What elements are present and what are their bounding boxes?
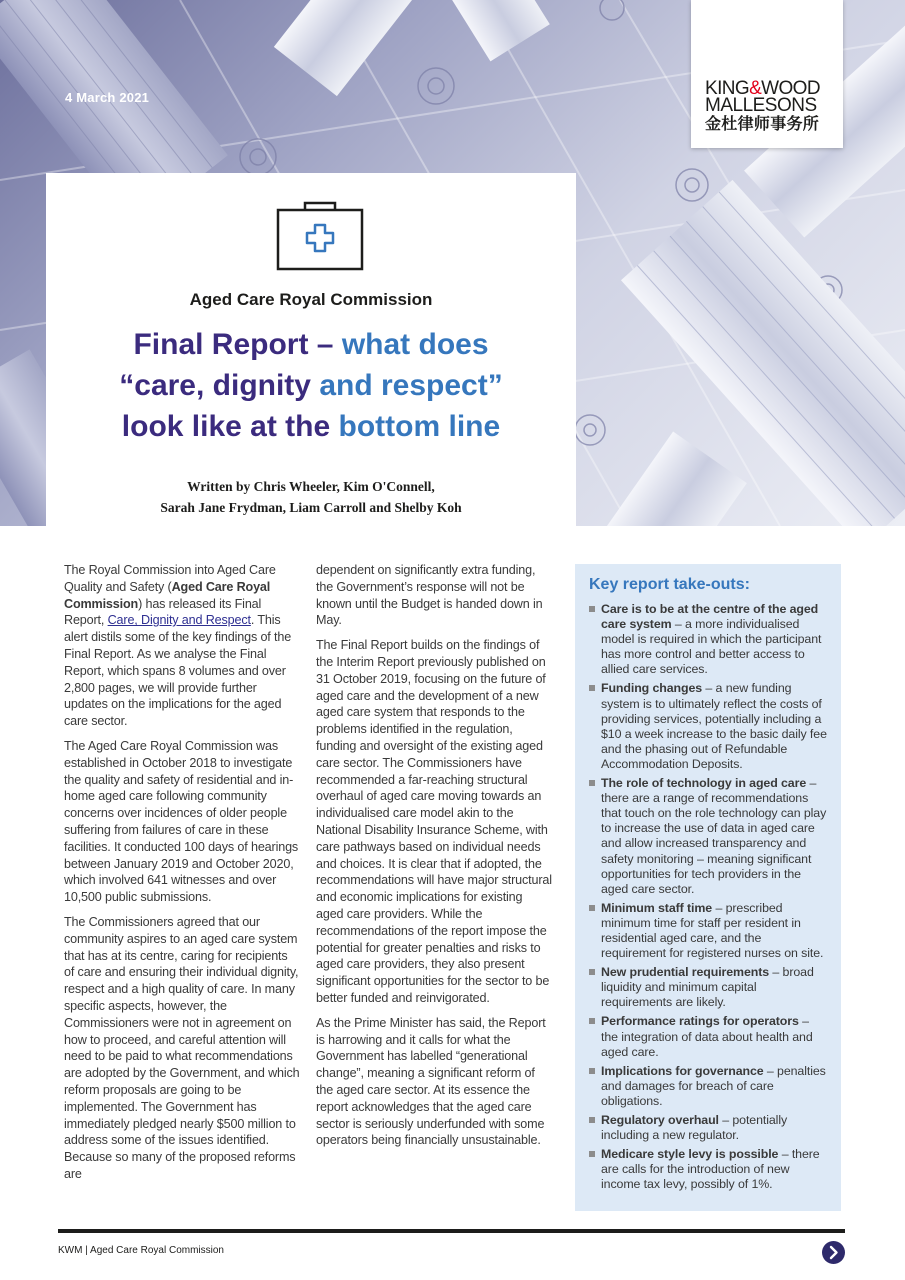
square-bullet-icon [589, 685, 595, 691]
item-text: – penalties and damages for breach of care obligations. [601, 1063, 826, 1108]
square-bullet-icon [589, 1018, 595, 1024]
paragraph-prime-minister: As the Prime Minister has said, the Report is harrowing and it calls for what the Government has labelled “generational change”, meaning a significant reform of the aged care sector. At its essence the report acknowledges that the aged care sector is seriously underfunded with some operators being financially unsustainable. [316, 1015, 546, 1148]
list-item [589, 901, 829, 961]
paragraph-final-report: The Final Report builds on the findings of the Interim Report previously published on 31 October 2019, focusing on the future of aged care and the development of a new aged care system that responds to the problems identified in the regulation, funding and oversight of the existing aged care sector. The Commissioners have recommended a far-reaching structural overhaul of aged care moving towards an individualised care model akin to the National Disability Insurance Scheme, with care pathways based on individual needs and choices. It is clear that if adopted, the recommendations will have major structural and economic implications for existing aged care providers. While the recommendations of the report impose the potential for greater penalties and risks to aged care providers, they also present significant opportunities for the sector to be better funded and reinvigorated. [316, 638, 552, 1005]
list-item [589, 965, 829, 1010]
title-part: “care, dignity [119, 369, 320, 402]
item-text: – prescribed minimum time for staff per resident in residential aged care, and the requirement for registered nurses on site. [601, 900, 824, 961]
publication-date: 4 March 2021 [65, 90, 150, 105]
title-part: look like at the [121, 410, 339, 443]
item-heading: Performance ratings for operators [601, 1014, 799, 1029]
hero-banner [0, 0, 905, 526]
logo-line-3: 金杜律师事务所 [705, 116, 820, 133]
list-item [589, 1064, 829, 1109]
list-item [589, 776, 829, 897]
square-bullet-icon [589, 606, 595, 612]
page-title [46, 324, 576, 447]
paragraph-commissioners: The Commissioners agreed that our community aspires to an aged care system that has at its centre, caring for recipients of care and ensuring their individual dignity, respect and a high quality of care. In many specific aspects, however, the Commissioners were not in agreement on how to proceed, and careful attention will need to be paid to what recommendations are adopted by the Government, and which reform proposals are going to be implemented. The Government has immediately pledged nearly $500 million to address some of the issues identified. Because so many of the proposed reforms are [64, 914, 300, 1181]
list-item [589, 602, 829, 677]
square-bullet-icon [589, 1151, 595, 1157]
report-kicker: Aged Care Royal Commission [189, 290, 433, 309]
logo-ampersand: & [749, 78, 762, 99]
key-takeouts-list [589, 602, 829, 1196]
body-column-1 [64, 562, 300, 1191]
title-part: and respect” [319, 369, 503, 402]
logo-line-2: MALLESONS [705, 95, 817, 116]
item-heading: Minimum staff time [601, 900, 713, 915]
text: ) has released its Final Report, [64, 596, 262, 628]
next-page-button[interactable] [822, 1241, 845, 1264]
chevron-right-icon [822, 1241, 845, 1264]
square-bullet-icon [589, 780, 595, 786]
item-text: – a more individualised model is required in which the participant has more control and better access to allied care services. [601, 617, 822, 677]
item-text: – the integration of data about health and aged care. [601, 1014, 813, 1059]
logo-wood: WOOD [761, 78, 820, 99]
text: The Royal Commission into Aged Care Quality and Safety ( [64, 563, 276, 594]
square-bullet-icon [589, 969, 595, 975]
paragraph-intro [64, 562, 300, 730]
square-bullet-icon [589, 1117, 595, 1123]
square-bullet-icon [589, 905, 595, 911]
list-item [589, 1147, 829, 1192]
paragraph-funding: dependent on significantly extra funding, the Government’s response will not be known until the Budget is handed down in May. [316, 563, 543, 628]
medical-kit-icon [275, 200, 365, 272]
authors-line-1: Written by Chris Wheeler, Kim O'Connell, [187, 479, 435, 494]
item-heading: Funding changes [601, 681, 703, 696]
paragraph-background: The Aged Care Royal Commission was established in October 2018 to investigate the quality and safety of residential and in-home aged care following community concerns over incidences of older people suffering from failures of care in these facilities. It conducted 100 days of hearings between January 2019 and October 2020, which involved 641 witnesses and over 10,500 public submissions. [64, 738, 299, 905]
list-item [589, 1113, 829, 1143]
item-text: – broad liquidity and minimum capital requirements are likely. [601, 965, 814, 1010]
square-bullet-icon [589, 1068, 595, 1074]
footer-label: KWM | Aged Care Royal Commission [58, 1245, 224, 1256]
item-heading: The role of technology in aged care [601, 776, 807, 791]
bold-term: Aged Care Royal Commission [64, 579, 271, 611]
item-heading: Implications for governance [601, 1063, 764, 1078]
item-heading: Regulatory overhaul [601, 1113, 719, 1127]
title-part: bottom line [338, 410, 501, 443]
key-takeouts-panel [575, 564, 841, 1211]
final-report-link[interactable]: Care, Dignity and Respect [107, 613, 251, 628]
logo-king: KING [705, 78, 750, 99]
list-item [589, 1014, 829, 1059]
title-part: Final Report – [133, 328, 342, 361]
key-takeouts-title: Key report take-outs: [589, 576, 750, 593]
body-column-2 [316, 562, 552, 1157]
text: . This alert distils some of the key findings of the Final Report. As we analyse the Final Report, which spans 8 volumes and over 2,800 pages, we will provide further updates on the implications for the aged care sector. [64, 613, 292, 729]
authors-line-2: Sarah Jane Frydman, Liam Carroll and Shelby Koh [160, 500, 462, 515]
item-heading: Medicare style levy is possible [601, 1147, 779, 1162]
item-text: – there are calls for the introduction of new income tax levy, possibly of 1%. [601, 1147, 820, 1192]
authors [46, 476, 576, 518]
list-item [589, 681, 829, 772]
item-text: – a new funding system is to ultimately reflect the costs of providing services, potentially including a $10 a week increase to the basic daily fee and the phasing out of Refundable Accommodation Deposits. [601, 681, 827, 771]
title-card [46, 173, 576, 526]
kwm-logo[interactable] [691, 0, 843, 148]
title-part: what does [341, 328, 489, 361]
item-text: – potentially including a new regulator. [601, 1113, 788, 1143]
footer-divider [58, 1229, 845, 1233]
item-heading: Care is to be at the centre of the aged care system [601, 602, 819, 632]
item-heading: New prudential requirements [601, 965, 770, 980]
item-text: – there are a range of recommendations that touch on the role technology can play to increase the use of data in aged care and allow increased transparency and safety monitoring – meaning significant opportunities for tech providers in the aged care sector. [601, 776, 827, 896]
